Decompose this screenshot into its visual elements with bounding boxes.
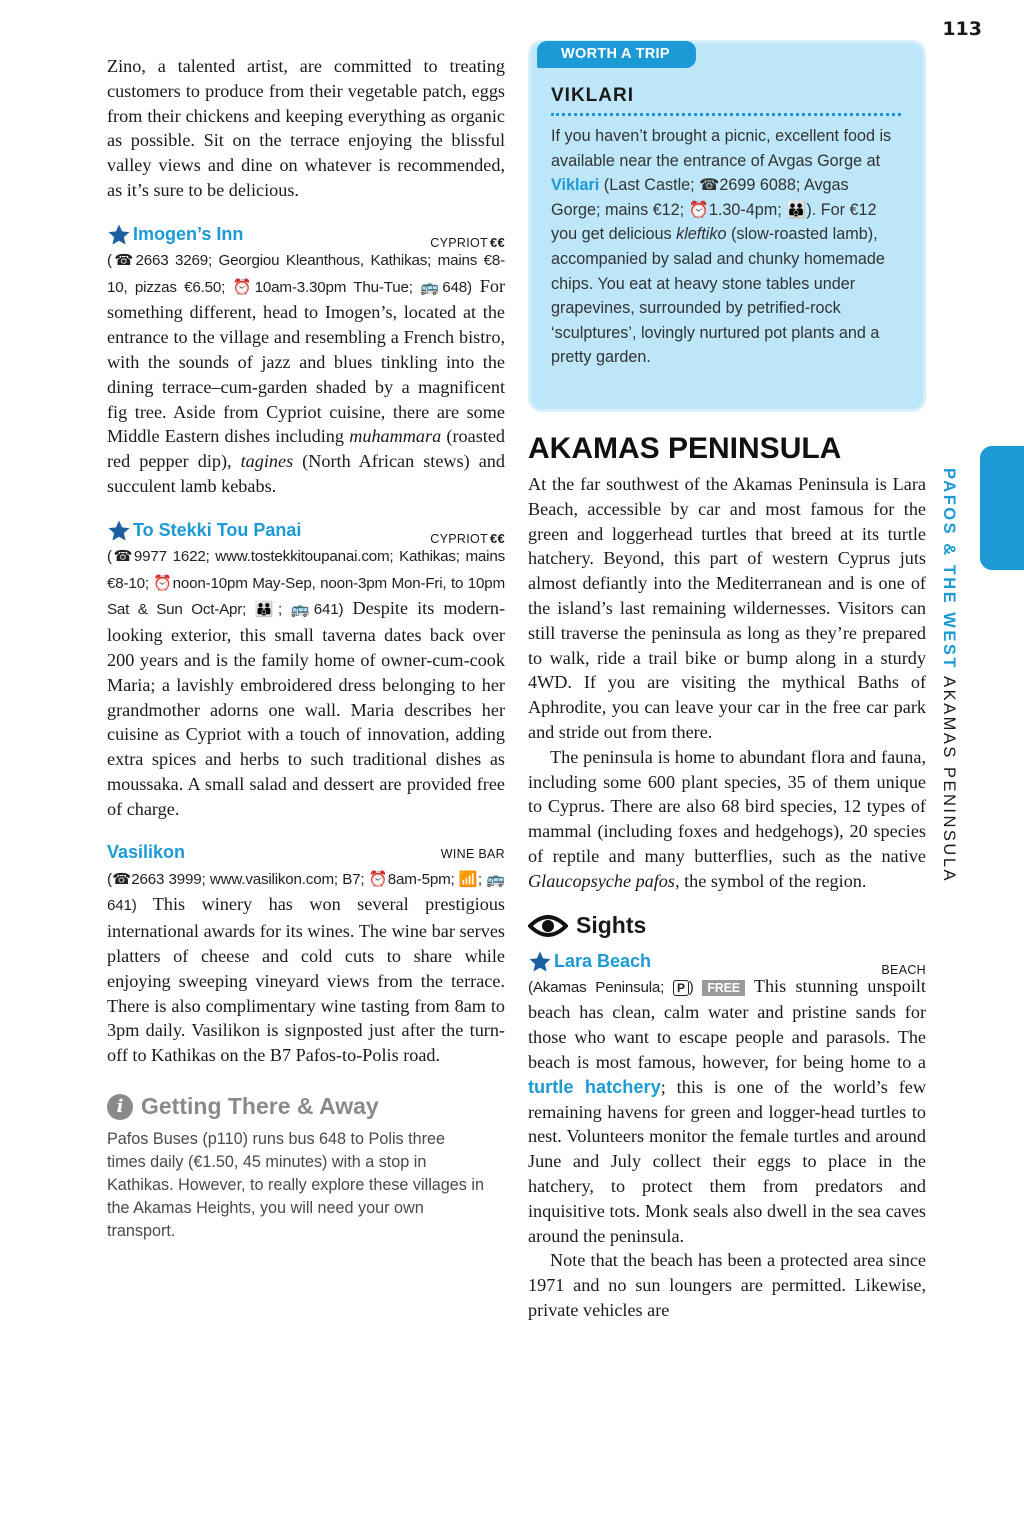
listing-text-b: (roasted red pepper dip), <box>107 426 505 472</box>
side-running-head-text <box>939 468 958 883</box>
listing-text: Despite its modern-looking exterior, this small taverna dates back over 200 years and is the family home of owner-cum-cook Maria; a lavishly embroidered dress belonging to her grandmother adorns one wall. Maria describes her cuisine as Cypriot with a touch of innovation, adding extra spices and herbs to such traditional dishes as moussaka. A small salad and dessert are provided free of charge. <box>107 598 505 819</box>
listing-vasilikon <box>107 842 505 1068</box>
listing-to-stekki-tou-panai <box>107 519 505 822</box>
para2-text-a: The peninsula is home to abundant flora and fauna, including some 600 plant species, 35 of them unique to Cyprus. There are also 68 bird species, 12 types of mammal (including foxes and hedgehogs), 20 species of reptile and many butterflies, such as the native <box>528 746 926 866</box>
side-chapter-label: PAFOS & THE WEST <box>940 468 958 670</box>
wat-text-c: (slow-roasted lamb), accompanied by salad and chunky homemade chips. You eat at heavy stone tables under grapevines, surrounded by petrified-rock ‘sculptures’, lovingly nurtured pot plants and a pretty garden. <box>551 225 885 367</box>
worth-a-trip-title: VIKLARI <box>551 85 901 116</box>
getting-there-text: Pafos Buses (p110) runs bus 648 to Polis three times daily (€1.50, 45 minutes) with a stop in Kathikas. However, to really explore these villages in the Akamas Heights, you will need your own transport. <box>107 1129 484 1240</box>
worth-a-trip-box <box>528 40 926 412</box>
price-indicator: €€ <box>489 235 505 251</box>
category-label: CYPRIOT <box>430 235 488 250</box>
listing-name: To Stekki Tou Panai <box>133 520 302 541</box>
section-title: AKAMAS PENINSULA <box>528 432 842 465</box>
parking-icon: P <box>673 980 689 996</box>
listing-title <box>528 950 651 974</box>
right-column <box>528 40 926 1323</box>
listing-header <box>107 223 505 251</box>
viklari-link[interactable]: Viklari <box>551 176 600 195</box>
free-badge: FREE <box>702 980 745 996</box>
listing-header <box>107 842 505 866</box>
akamas-paragraph-3: Note that the beach has been a protected area since 1971 and no sun loungers are permitted. Likewise, private vehicles are <box>528 1250 926 1320</box>
listing-title <box>107 223 243 247</box>
turtle-hatchery-link[interactable]: turtle hatchery <box>528 1076 661 1097</box>
listing-info-a: (Akamas Peninsula; <box>528 978 673 996</box>
listing-category <box>441 847 505 861</box>
listing-name: Lara Beach <box>554 951 652 972</box>
worth-a-trip-text <box>551 124 901 370</box>
sights-header <box>528 908 926 944</box>
chapter-thumb-tab <box>980 446 1024 570</box>
worth-a-trip-tab: WORTH A TRIP <box>537 41 696 68</box>
dish-name: tagines <box>240 451 294 472</box>
listing-body <box>107 543 505 822</box>
listing-title <box>107 842 185 863</box>
listing-text-a: For something different, head to Imogen’s, located at the entrance to the village and resembling a French bistro, with the sounds of jazz and blues tinkling into the dining terrace–cum-garden shaded by a magnificent fig tree. Aside from Cypriot cuisine, there are some Middle Eastern dishes including <box>107 275 505 447</box>
dish-name: muhammara <box>349 426 442 447</box>
listing-info: (☎9977 1622; www.tostekkitoupanai.com; Kathikas; mains €8-10; ⏰noon-10pm May-Sep, noon-3pm Mon-Fri, to 10pm Sat & Sun Oct-Apr; 👪; 🚌641) <box>107 547 505 619</box>
info-icon: i <box>107 1094 133 1120</box>
eye-icon <box>528 913 568 939</box>
listing-name: Vasilikon <box>107 841 186 862</box>
listing-text-c: (North African stews) and succulent lamb kebabs. <box>107 451 505 496</box>
star-icon <box>107 223 131 247</box>
page-number: 113 <box>942 18 982 40</box>
para2-text-b: the symbol of the region. <box>679 870 867 891</box>
listing-header <box>528 950 926 977</box>
dish-name: kleftiko <box>676 225 727 244</box>
listing-info: (☎2663 3269; Georgiou Kleanthous, Kathikas; mains €8-10, pizzas €6.50; ⏰10am-3.30pm Thu-Tue; 🚌648) <box>107 251 505 296</box>
listing-text: This winery has won several prestigious international awards for its wines. The wine bar serves platters of cheese and cold cuts to share while enjoying sweeping vineyard views from the terrace. There is also complimentary wine tasting from 8am to 3pm daily. Vasilikon is signposted just after the turn-off to Kathikas on the B7 Pafos-to-Polis road. <box>107 894 505 1066</box>
listing-body <box>107 247 505 499</box>
listing-name: Imogen’s Inn <box>133 224 244 245</box>
category-label: CYPRIOT <box>430 531 488 546</box>
getting-there-header <box>107 1090 505 1124</box>
intro-paragraph: Zino, a talented artist, are committed to treating customers to produce from their vegetable patch, eggs from their chickens and keeping everything as organic as possible. Sit on the terrace enjoying the blissful valley views and dine on whatever is recommended, as it’s sure to be delicious. <box>107 56 505 200</box>
left-column <box>107 54 505 1243</box>
wat-text-a: If you haven’t brought a picnic, excellent food is available near the entrance of Avgas Gorge at <box>551 127 892 170</box>
sights-title: Sights <box>576 912 647 939</box>
listing-info-b: ) <box>688 978 703 996</box>
star-icon <box>107 519 131 543</box>
listing-text-b: ; this is one of the world’s few remaining havens for green and logger-head turtles to nest. Volunteers monitor the female turtles and around June and July collect their eggs to place in the hatchery, to protect them from predators and inquisitive tots. Monk seals also dwell in the sea caves around the peninsula. <box>528 1076 926 1246</box>
side-section-label: AKAMAS PENINSULA <box>940 676 958 884</box>
listing-header <box>107 519 505 547</box>
listing-text-a: This stunning unspoilt beach has clean, calm water and pristine sands for those who want to escape people and parasols. The beach is most famous, however, for being home to a <box>528 975 926 1072</box>
category-label: BEACH <box>881 962 926 977</box>
category-label: WINE BAR <box>440 846 505 861</box>
listing-info: (☎2663 3999; www.vasilikon.com; B7; ⏰8am-5pm; 📶; 🚌641) <box>107 870 505 915</box>
listing-title <box>107 519 301 543</box>
species-name: Glaucopsyche pafos, <box>528 870 680 891</box>
akamas-paragraph-2 <box>528 745 926 894</box>
listing-lara-beach <box>528 950 926 1249</box>
getting-there-title: Getting There & Away <box>141 1093 379 1120</box>
akamas-paragraph-1: At the far southwest of the Akamas Peninsula is Lara Beach, accessible by car and most famous for the green and loggerhead turtles that breed at its turtle hatchery. Beyond, this part of western Cyprus juts almost defiantly into the Mediterranean and is one of the island’s last remaining wildernesses. Visitors can still traverse the peninsula as long as they’re prepared to walk, ride a trail bike or bump along in a sturdy 4WD. If you are visiting the mythical Baths of Aphrodite, you can leave your car in the free car park and stride out from there. <box>528 474 926 742</box>
wat-text-b: (Last Castle; ☎2699 6088; Avgas Gorge; mains €12; ⏰1.30-4pm; 👪). For €12 you get delicious <box>551 176 877 244</box>
price-indicator: €€ <box>489 531 505 547</box>
star-icon <box>528 950 552 974</box>
listing-imogens-inn <box>107 223 505 499</box>
listing-body <box>107 866 505 1068</box>
listing-body <box>528 974 926 1249</box>
